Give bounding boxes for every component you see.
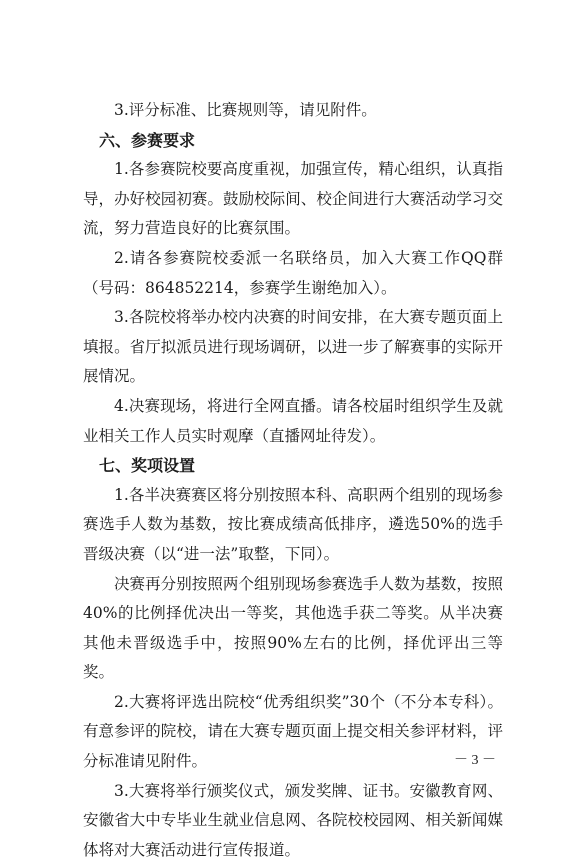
paragraph-requirement-2: 2.请各参赛院校委派一名联络员，加入大赛工作QQ群（号码：864852214，参赛学生谢绝加入）。 — [83, 248, 503, 297]
paragraph-award-finals: 决赛再分别按照两个组别现场参赛选手人数为基数，按照40%的比例择优决出一等奖，其他选手获二等奖。从半决赛其他未晋级选手中，按照90%左右的比例，择优评出三等奖。 — [83, 574, 503, 682]
document-body — [83, 96, 503, 865]
paragraph-award-1: 1.各半决赛赛区将分别按照本科、高职两个组别的现场参赛选手人数为基数，按比赛成绩高低排序，遴选50%的选手晋级决赛（以“进一法”取整，下同）。 — [83, 485, 503, 563]
section-heading-requirements: 六、参赛要求 — [99, 130, 196, 150]
page-number: － 3 － — [454, 753, 496, 768]
paragraph-requirement-3: 3.各院校将举办校内决赛的时间安排，在大赛专题页面上填报。省厅拟派员进行现场调研，以进一步了解赛事的实际开展情况。 — [83, 308, 503, 386]
paragraph-requirement-1: 1.各参赛院校要高度重视，加强宣传，精心组织，认真指导，办好校园初赛。鼓励校际间、校企间进行大赛活动学习交流，努力营造良好的比赛氛围。 — [83, 160, 503, 238]
section-heading-awards: 七、奖项设置 — [99, 456, 196, 476]
paragraph-requirement-4: 4.决赛现场，将进行全网直播。请各校届时组织学生及就业相关工作人员实时观摩（直播网址待发）。 — [83, 396, 503, 445]
paragraph-scoring-rules: 3.评分标准、比赛规则等，请见附件。 — [114, 101, 377, 119]
paragraph-award-2: 2.大赛将评选出院校“优秀组织奖”30个（不分本专科）。有意参评的院校，请在大赛专题页面上提交相关参评材料，评分标准请见附件。 — [83, 692, 503, 771]
paragraph-award-3: 3.大赛将举行颁奖仪式，颁发奖牌、证书。安徽教育网、安徽省大中专毕业生就业信息网、各院校校园网、相关新闻媒体将对大赛活动进行宣传报道。 — [83, 781, 503, 859]
